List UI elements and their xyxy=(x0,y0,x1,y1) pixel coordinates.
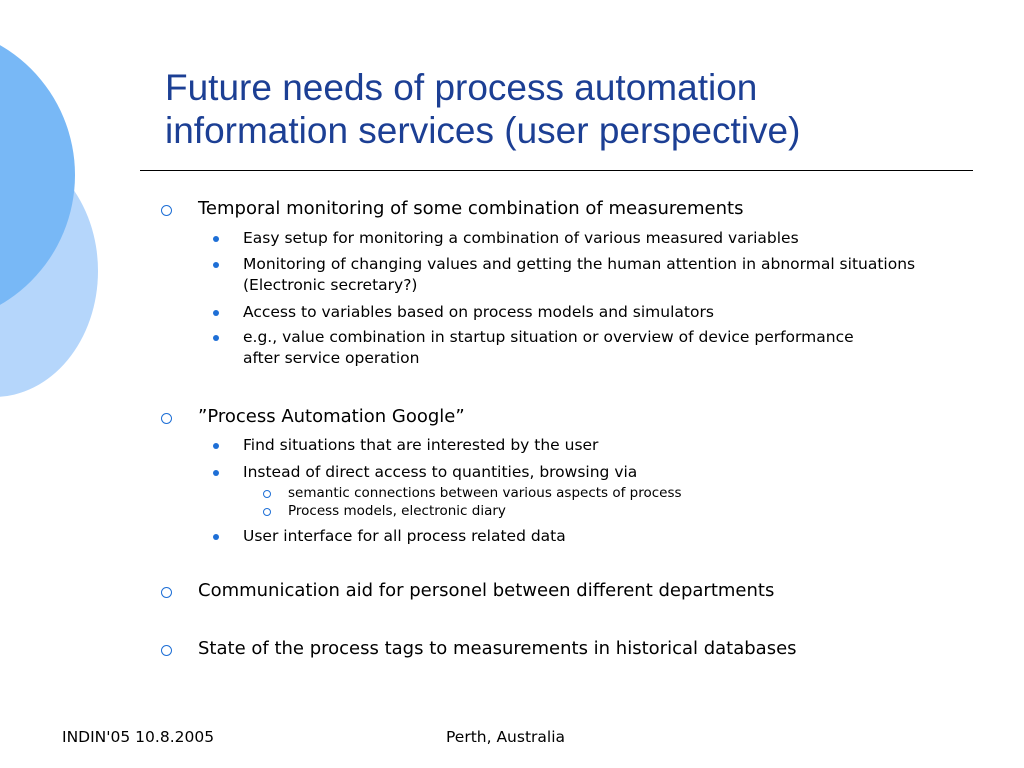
hollow-circle-bullet-icon xyxy=(161,587,172,598)
bullet-text: Communication aid for personel between different departments xyxy=(198,580,775,601)
sub-bullet-text: Monitoring of changing values and getting the human attention in abnormal situations (Electronic secretary?) xyxy=(243,255,916,294)
sub-bullet-item xyxy=(243,228,983,249)
bullet-item xyxy=(198,198,988,220)
bullet-text: State of the process tags to measurements in historical databases xyxy=(198,638,797,659)
sub-bullet-text: User interface for all process related data xyxy=(243,527,566,545)
sub-bullet-text: Easy setup for monitoring a combination of various measured variables xyxy=(243,229,799,247)
sub-bullet-text: Find situations that are interested by the user xyxy=(243,436,599,454)
dot-bullet-icon xyxy=(213,470,219,476)
dot-bullet-icon xyxy=(213,335,219,341)
bullet-text: ”Process Automation Google” xyxy=(198,406,465,427)
footer-date: INDIN'05 10.8.2005 xyxy=(62,728,215,746)
hollow-circle-bullet-icon xyxy=(263,490,271,498)
sub-bullet-item xyxy=(243,254,983,296)
bullet-item xyxy=(198,580,988,602)
sub-bullet-item xyxy=(243,302,983,323)
hollow-circle-bullet-icon xyxy=(263,508,271,516)
hollow-circle-bullet-icon xyxy=(161,645,172,656)
sub-bullet-item xyxy=(243,327,883,369)
dot-bullet-icon xyxy=(213,310,219,316)
sub-sub-bullet-text: semantic connections between various aspects of process xyxy=(288,485,682,501)
sub-sub-bullet-item xyxy=(288,502,978,520)
title-line: Future needs of process automation xyxy=(165,67,758,108)
dot-bullet-icon xyxy=(213,262,219,268)
sub-bullet-item xyxy=(243,526,983,547)
sub-bullet-item xyxy=(243,462,983,483)
sub-bullet-text: e.g., value combination in startup situation or overview of device performance after service operation xyxy=(243,328,854,367)
dot-bullet-icon xyxy=(213,443,219,449)
dot-bullet-icon xyxy=(213,236,219,242)
hollow-circle-bullet-icon xyxy=(161,413,172,424)
bullet-text: Temporal monitoring of some combination of measurements xyxy=(198,198,744,219)
sub-sub-bullet-text: Process models, electronic diary xyxy=(288,503,506,519)
footer-location: Perth, Australia xyxy=(446,728,566,746)
hollow-circle-bullet-icon xyxy=(161,205,172,216)
sub-sub-bullet-item xyxy=(288,484,978,502)
bullet-item xyxy=(198,638,988,660)
title-line: information services (user perspective) xyxy=(165,110,801,151)
sub-bullet-item xyxy=(243,435,983,456)
sub-bullet-text: Access to variables based on process models and simulators xyxy=(243,303,714,321)
sub-bullet-text: Instead of direct access to quantities, browsing via xyxy=(243,463,638,481)
dot-bullet-icon xyxy=(213,534,219,540)
bullet-item xyxy=(198,406,988,428)
